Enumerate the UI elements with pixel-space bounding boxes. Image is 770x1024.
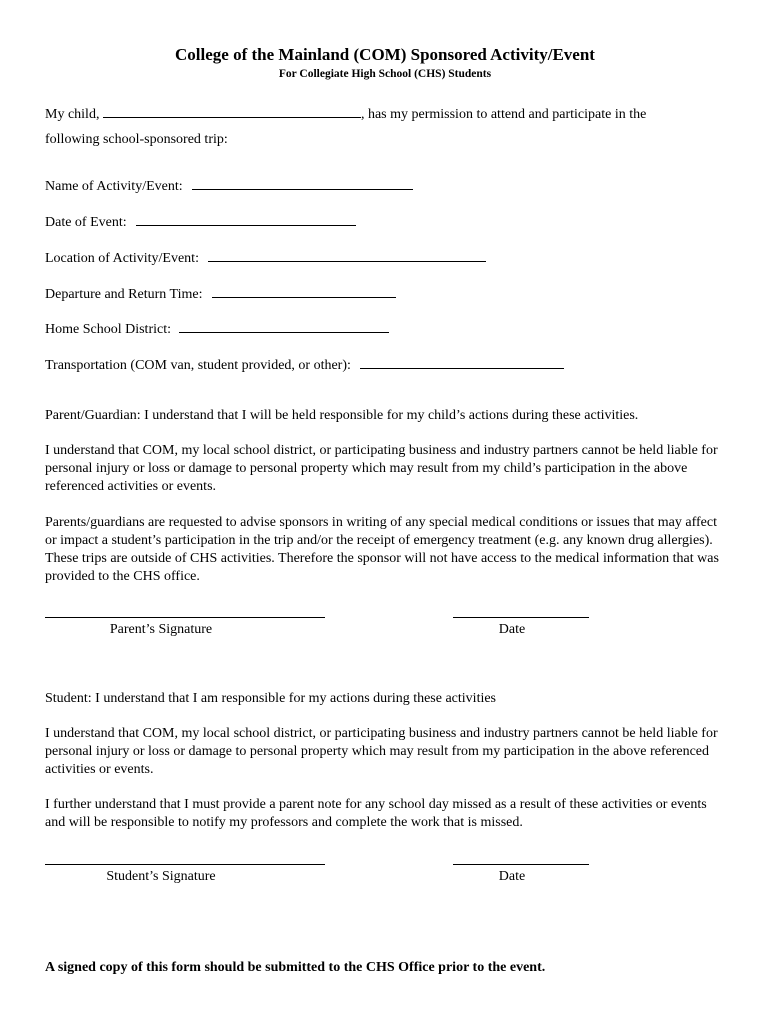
event-date-field[interactable] [136, 211, 356, 226]
district-field[interactable] [179, 318, 389, 333]
permission-line [45, 103, 646, 124]
activity-label: Name of Activity/Event: [45, 179, 183, 194]
student-signature-line[interactable] [45, 864, 325, 865]
transport-label: Transportation (COM van, student provided, or other): [45, 358, 351, 373]
departure-field[interactable] [212, 283, 396, 298]
submission-note: A signed copy of this form should be submitted to the CHS Office prior to the event. [45, 960, 546, 975]
student-date-label: Date [498, 869, 526, 884]
child-name-field[interactable] [103, 103, 361, 118]
student-date-line[interactable] [453, 864, 589, 865]
permission-suffix: , has my permission to attend and participate in the [360, 107, 647, 122]
location-field[interactable] [208, 247, 486, 262]
student-liability: I understand that COM, my local school district, or participating business and industry partners cannot be held liable for personal injury or loss or damage to personal property which may result from my participation in the above referenced activities or events. [45, 726, 718, 777]
form-title: College of the Mainland (COM) Sponsored Activity/Event [175, 45, 595, 64]
transport-row [45, 354, 564, 375]
location-label: Location of Activity/Event: [45, 251, 199, 266]
location-row [45, 247, 486, 268]
parent-medical: Parents/guardians are requested to advise sponsors in writing of any special medical conditions or issues that may affect or impact a student’s participation in the trip and/or the receipt of emergency treatment (e.g. any known drug allergies). These trips are outside of CHS activities. Therefore the sponsor will not have access to the medical information that was provided to the CHS office. [45, 515, 719, 584]
form-subtitle: For Collegiate High School (CHS) Students [278, 68, 492, 80]
activity-row [45, 175, 413, 196]
district-label: Home School District: [45, 322, 171, 337]
date-row [45, 211, 356, 232]
permission-prefix: My child, [45, 107, 100, 122]
date-label: Date of Event: [45, 215, 127, 230]
parent-statement: Parent/Guardian: I understand that I will be held responsible for my child’s actions during these activities. [45, 408, 639, 423]
transport-field[interactable] [360, 354, 564, 369]
student-absence: I further understand that I must provide a parent note for any school day missed as a result of these activities or events and will be responsible to notify my professors and complete the work that is missed. [45, 797, 707, 830]
parent-date-label: Date [498, 622, 526, 637]
parent-signature-line[interactable] [45, 617, 325, 618]
student-signature-label: Student’s Signature [106, 869, 216, 884]
district-row [45, 318, 389, 339]
departure-row [45, 283, 396, 304]
departure-label: Departure and Return Time: [45, 287, 203, 302]
student-statement: Student: I understand that I am responsible for my actions during these activities [45, 691, 497, 706]
parent-date-line[interactable] [453, 617, 589, 618]
permission-line-2: following school-sponsored trip: [45, 132, 228, 147]
parent-signature-label: Parent’s Signature [109, 622, 213, 637]
activity-field[interactable] [192, 175, 413, 190]
parent-liability: I understand that COM, my local school district, or participating business and industry partners cannot be held liable for personal injury or loss or damage to personal property which may result from my child’s participation in the above referenced activities or events. [45, 443, 718, 494]
